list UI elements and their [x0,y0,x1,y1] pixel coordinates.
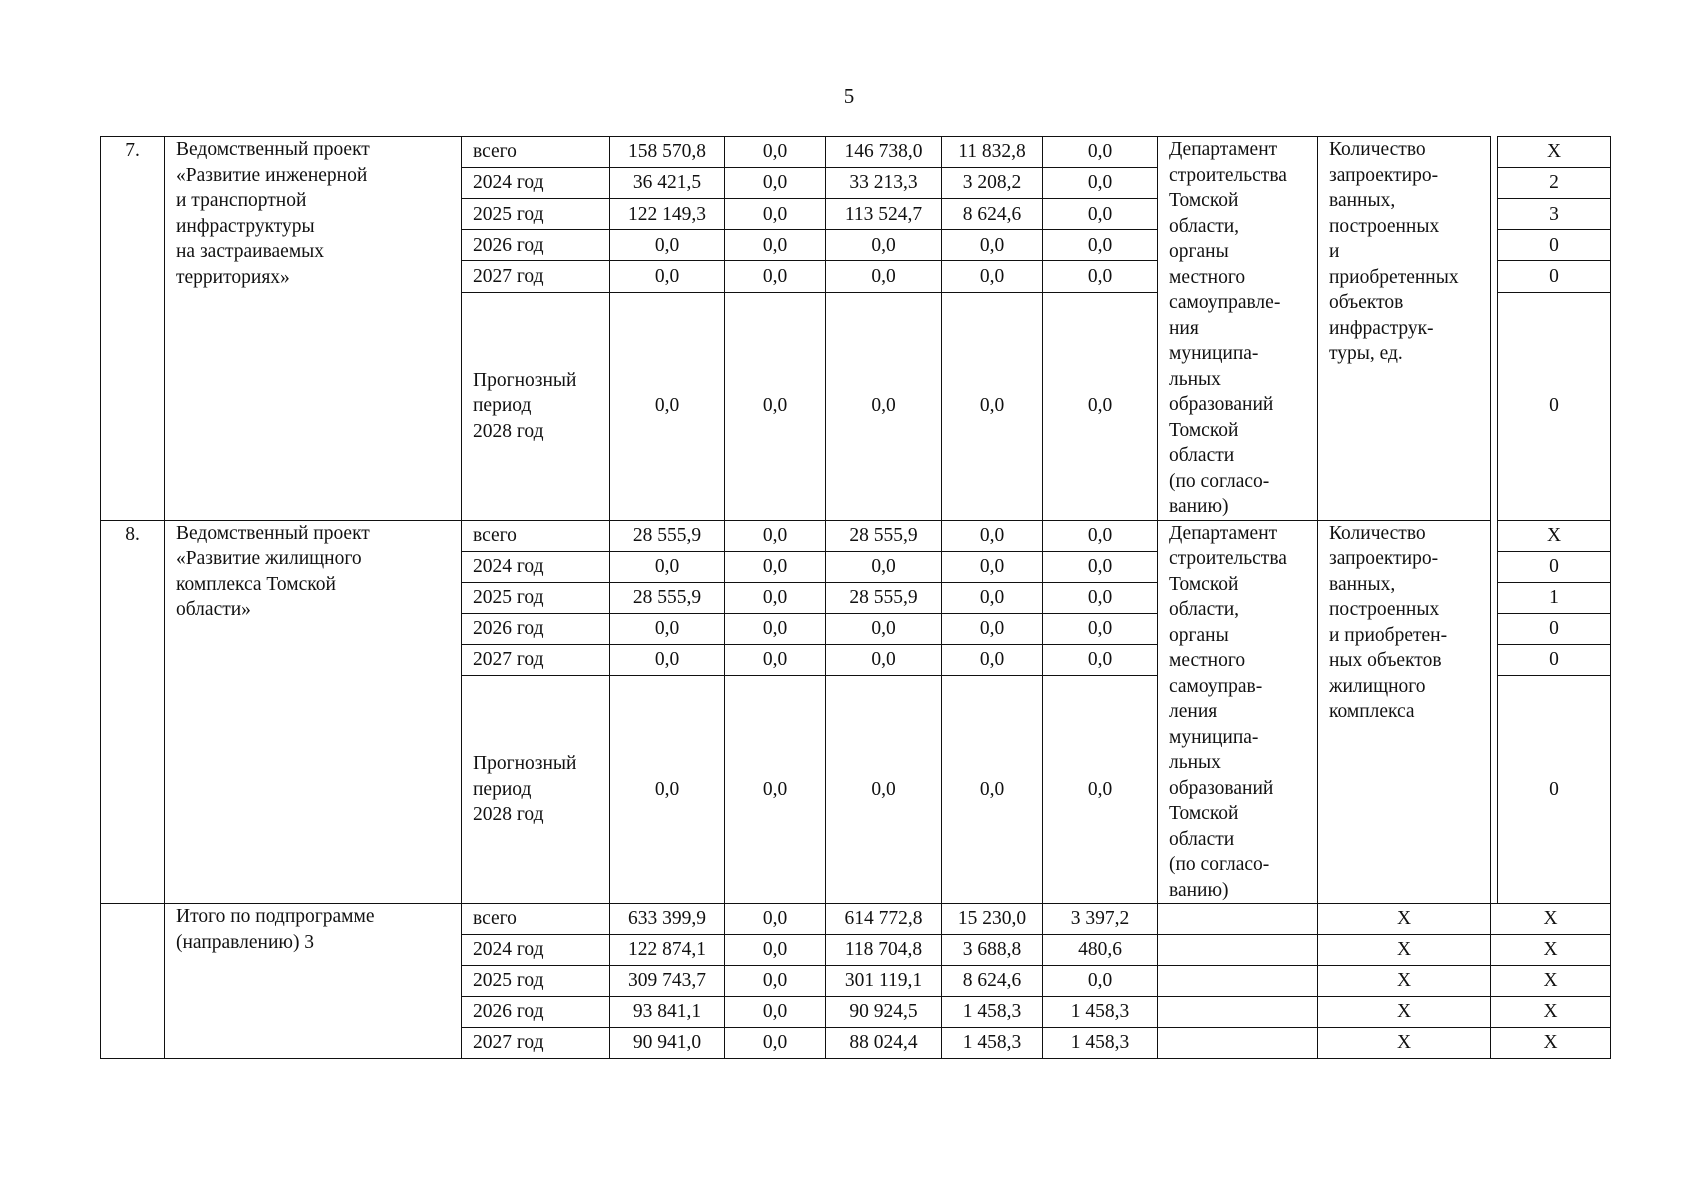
amount-federal: 0,0 [725,261,826,292]
indicator-x: X [1318,997,1491,1028]
indicator-line: Количество [1329,522,1426,544]
executor-line: области [1169,445,1235,466]
indicator-line: туры, ед. [1329,343,1403,364]
amount-extra: 0,0 [1043,168,1158,199]
indicator-value: 0 [1498,613,1611,644]
year-label: 2025 год [462,582,610,613]
executor-empty [1158,904,1318,935]
executor-line: образований [1169,777,1274,799]
indicator-line: запроектиро- [1329,164,1439,186]
indicator-line: ванных, [1329,190,1396,211]
amount-regional: 0,0 [826,551,942,582]
amount-federal: 0,0 [725,966,826,997]
executor-line: ния [1169,317,1199,339]
amount-local: 0,0 [942,292,1043,520]
project-name-line: территориях» [176,266,290,288]
executor-line: Департамент [1169,522,1278,544]
amount-federal: 0,0 [725,137,826,168]
indicator-line: построенных [1329,599,1440,620]
executor-line: образований [1169,394,1274,415]
amount-total: 0,0 [610,551,725,582]
amount-regional: 0,0 [826,261,942,292]
budget-table [100,136,1611,1059]
amount-extra: 3 397,2 [1043,904,1158,935]
indicator-line: ванных, [1329,573,1396,595]
forecast-label [462,676,610,904]
year-label: 2025 год [462,966,610,997]
indicator-value: 3 [1498,199,1611,230]
executor-line: льных [1169,752,1221,773]
amount-extra: 1 458,3 [1043,997,1158,1028]
amount-total: 90 941,0 [610,1028,725,1059]
executor-line: самоуправле- [1169,292,1281,313]
indicator-value: X [1491,935,1611,966]
amount-regional: 614 772,8 [826,904,942,935]
executor-line: самоуправ- [1169,675,1263,697]
amount-local: 8 624,6 [942,966,1043,997]
amount-federal: 0,0 [725,676,826,904]
executor-line: Томской [1169,803,1239,824]
amount-local: 0,0 [942,676,1043,904]
executor-empty [1158,935,1318,966]
year-label: 2026 год [462,613,610,644]
executor-line: Томской [1169,573,1239,595]
indicator-line: запроектиро- [1329,548,1439,569]
indicator-line: и приобретен- [1329,624,1448,646]
indicator-value: 2 [1498,168,1611,199]
indicator-value: 0 [1498,292,1611,520]
indicator-value: X [1491,904,1611,935]
amount-local: 0,0 [942,644,1043,675]
amount-extra: 0,0 [1043,520,1158,551]
amount-extra: 0,0 [1043,230,1158,261]
indicator-x: X [1318,1028,1491,1059]
project-name-line: инфраструктуры [176,215,315,237]
indicator-value: X [1491,966,1611,997]
executor-line: Департамент [1169,139,1278,160]
project-name-line: «Развитие жилищного [176,548,362,569]
amount-federal: 0,0 [725,582,826,613]
executor-line: органы [1169,241,1229,262]
executor-line: Томской [1169,419,1239,441]
year-label: всего [462,904,610,935]
indicator-line: инфраструк- [1329,317,1434,339]
table-body [101,137,1611,1059]
executor-line: ванию) [1169,879,1229,901]
amount-federal: 0,0 [725,199,826,230]
amount-total: 36 421,5 [610,168,725,199]
amount-total: 0,0 [610,644,725,675]
project-name [165,137,462,521]
amount-regional: 28 555,9 [826,582,942,613]
amount-extra: 0,0 [1043,292,1158,520]
amount-local: 1 458,3 [942,997,1043,1028]
amount-regional: 88 024,4 [826,1028,942,1059]
indicator-x: X [1318,904,1491,935]
amount-local: 0,0 [942,551,1043,582]
indicator-value: X [1491,997,1611,1028]
indicator-line: ных объектов [1329,650,1442,671]
indicator-value: 1 [1498,582,1611,613]
executor-line: области, [1169,599,1240,620]
indicator-value: 0 [1498,644,1611,675]
amount-extra: 0,0 [1043,582,1158,613]
indicator-line: и [1329,241,1340,262]
executor-line: ванию) [1169,496,1229,517]
summary-name [165,904,462,1059]
amount-extra: 0,0 [1043,261,1158,292]
amount-regional: 146 738,0 [826,137,942,168]
executor-line: Томской [1169,190,1239,211]
amount-total: 158 570,8 [610,137,725,168]
forecast-label-line: Прогнозный [473,369,577,391]
forecast-label-line: период [473,395,532,417]
indicator-x: X [1318,935,1491,966]
amount-total: 122 149,3 [610,199,725,230]
amount-total: 93 841,1 [610,997,725,1028]
executor-line: льных [1169,368,1221,390]
amount-local: 8 624,6 [942,199,1043,230]
year-label: 2025 год [462,199,610,230]
forecast-label-line: период [473,778,532,800]
amount-total: 0,0 [610,292,725,520]
project-name-line: Ведомственный проект [176,139,370,160]
amount-extra: 0,0 [1043,613,1158,644]
amount-total: 0,0 [610,676,725,904]
amount-local: 1 458,3 [942,1028,1043,1059]
amount-regional: 301 119,1 [826,966,942,997]
executor-line: (по согласо- [1169,470,1270,492]
indicator-line: построенных [1329,215,1440,237]
forecast-label-line: Прогнозный [473,753,577,775]
amount-total: 28 555,9 [610,582,725,613]
amount-total: 0,0 [610,230,725,261]
amount-extra: 1 458,3 [1043,1028,1158,1059]
executor-line: муниципа- [1169,343,1259,364]
row-number: 8. [101,520,165,904]
year-label: 2027 год [462,261,610,292]
amount-federal: 0,0 [725,997,826,1028]
amount-regional: 0,0 [826,230,942,261]
indicator [1318,520,1491,904]
executor-empty [1158,966,1318,997]
amount-regional: 118 704,8 [826,935,942,966]
project-name-line: на застраиваемых [176,241,325,262]
indicator-value: X [1498,520,1611,551]
gap-cell [1491,137,1498,521]
summary-row [101,904,1611,935]
gap-cell [1491,520,1498,904]
amount-total: 122 874,1 [610,935,725,966]
project-name-line: «Развитие инженерной [176,164,368,186]
year-label: 2027 год [462,644,610,675]
amount-federal: 0,0 [725,904,826,935]
amount-extra: 0,0 [1043,551,1158,582]
amount-federal: 0,0 [725,168,826,199]
amount-federal: 0,0 [725,935,826,966]
amount-extra: 480,6 [1043,935,1158,966]
indicator-value: X [1491,1028,1611,1059]
amount-local: 15 230,0 [942,904,1043,935]
amount-total: 0,0 [610,261,725,292]
amount-extra: 0,0 [1043,966,1158,997]
amount-local: 0,0 [942,261,1043,292]
indicator-x: X [1318,966,1491,997]
forecast-label-line: 2028 год [473,420,544,442]
executor-line: строительства [1169,164,1287,186]
project-name-line: области» [176,599,251,620]
indicator-value: 0 [1498,676,1611,904]
executor [1158,520,1318,904]
year-label: 2024 год [462,551,610,582]
indicator-line: комплекса [1329,701,1415,722]
amount-regional: 0,0 [826,644,942,675]
table-row [101,137,1611,168]
executor-line: местного [1169,266,1246,288]
amount-local: 0,0 [942,582,1043,613]
summary-name-line: Итого по подпрограмме [176,906,375,927]
amount-regional: 28 555,9 [826,520,942,551]
executor-empty [1158,1028,1318,1059]
amount-regional: 90 924,5 [826,997,942,1028]
row-number: 7. [101,137,165,521]
indicator-line: Количество [1329,139,1426,160]
amount-local: 3 208,2 [942,168,1043,199]
executor-line: органы [1169,624,1229,646]
amount-federal: 0,0 [725,520,826,551]
year-label: всего [462,137,610,168]
project-name [165,520,462,904]
amount-local: 3 688,8 [942,935,1043,966]
amount-federal: 0,0 [725,1028,826,1059]
indicator [1318,137,1491,521]
indicator-line: объектов [1329,292,1404,313]
amount-federal: 0,0 [725,613,826,644]
indicator-value: 0 [1498,261,1611,292]
forecast-label [462,292,610,520]
executor [1158,137,1318,521]
amount-regional: 113 524,7 [826,199,942,230]
amount-regional: 33 213,3 [826,168,942,199]
project-name-line: Ведомственный проект [176,522,370,544]
year-label: 2024 год [462,168,610,199]
year-label: 2026 год [462,230,610,261]
amount-extra: 0,0 [1043,676,1158,904]
year-label: 2024 год [462,935,610,966]
project-name-line: и транспортной [176,190,307,211]
amount-local: 0,0 [942,613,1043,644]
amount-local: 0,0 [942,520,1043,551]
year-label: 2026 год [462,997,610,1028]
amount-extra: 0,0 [1043,644,1158,675]
amount-extra: 0,0 [1043,137,1158,168]
indicator-value: 0 [1498,230,1611,261]
executor-line: области, [1169,215,1240,237]
amount-total: 0,0 [610,613,725,644]
executor-line: (по согласо- [1169,854,1270,875]
executor-line: строительства [1169,548,1287,569]
amount-total: 28 555,9 [610,520,725,551]
indicator-line: жилищного [1329,675,1426,697]
amount-regional: 0,0 [826,613,942,644]
amount-total: 309 743,7 [610,966,725,997]
executor-line: ления [1169,701,1218,722]
year-label: 2027 год [462,1028,610,1059]
executor-line: муниципа- [1169,726,1259,748]
executor-line: местного [1169,650,1246,671]
table-row [101,520,1611,551]
executor-line: области [1169,828,1235,850]
amount-local: 11 832,8 [942,137,1043,168]
amount-regional: 0,0 [826,292,942,520]
amount-federal: 0,0 [725,230,826,261]
amount-extra: 0,0 [1043,199,1158,230]
amount-regional: 0,0 [826,676,942,904]
page-number: 5 [843,84,855,108]
summary-name-line: (направлению) 3 [176,931,315,953]
project-name-line: комплекса Томской [176,573,336,595]
amount-federal: 0,0 [725,292,826,520]
row-number-empty [101,904,165,1059]
indicator-value: X [1498,137,1611,168]
amount-local: 0,0 [942,230,1043,261]
executor-empty [1158,997,1318,1028]
indicator-value: 0 [1498,551,1611,582]
indicator-line: приобретенных [1329,266,1459,288]
year-label: всего [462,520,610,551]
amount-federal: 0,0 [725,644,826,675]
forecast-label-line: 2028 год [473,804,544,826]
amount-federal: 0,0 [725,551,826,582]
amount-total: 633 399,9 [610,904,725,935]
